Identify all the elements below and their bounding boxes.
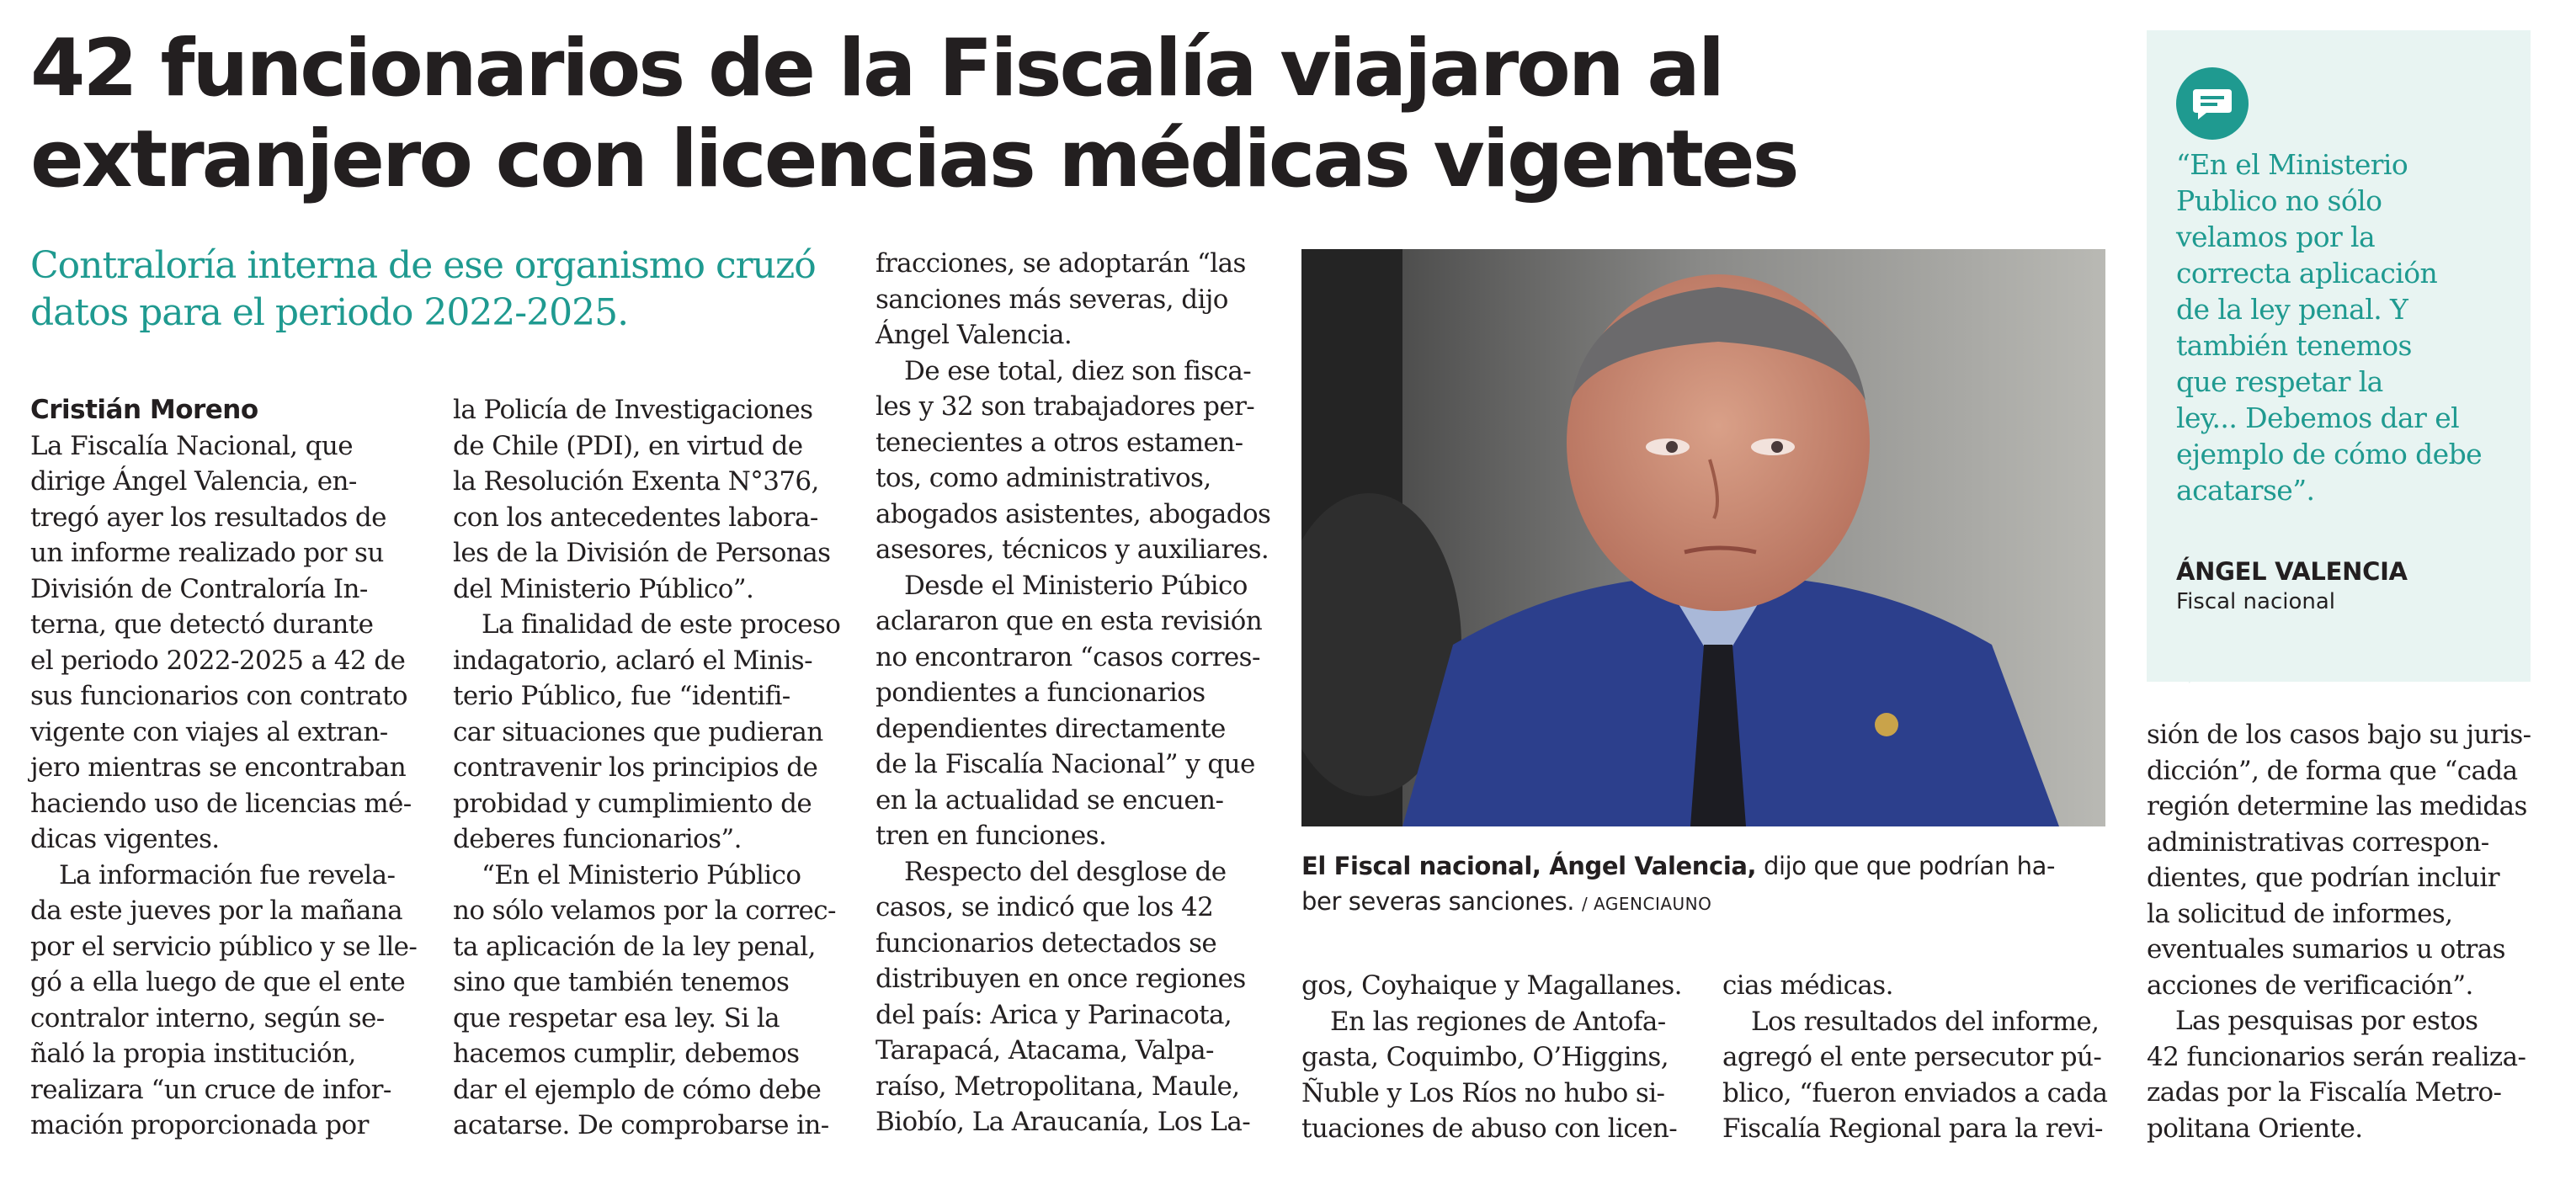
text-line: Ángel Valencia. [876, 320, 1072, 350]
text-line: tenecientes a otros estamen- [876, 427, 1243, 458]
quote-author-name: ÁNGEL VALENCIA [2176, 557, 2408, 586]
text-line: asesores, técnicos y auxiliares. [876, 534, 1269, 565]
quote-line: acatarse”. [2176, 474, 2315, 507]
text-line: con los antecedentes labora- [453, 502, 818, 533]
text-line: sus funcionarios con contrato [30, 681, 407, 711]
caption-text-2: ber severas sanciones. [1301, 887, 1575, 916]
text-line: la solicitud de informes, [2147, 898, 2453, 929]
text-line: la Resolución Exenta N°376, [453, 466, 819, 497]
headline-line-1: 42 funcionarios de la Fiscalía viajaron al [30, 23, 1723, 114]
text-line: abogados asistentes, abogados [876, 498, 1271, 529]
text-line: terio Público, fue “identifi- [453, 681, 790, 711]
deck-line-2: datos para el periodo 2022-2025. [30, 291, 629, 334]
text-line: De ese total, diez son fisca- [904, 355, 1252, 386]
text-line: La finalidad de este proceso [482, 609, 841, 640]
text-line: eventuales sumarios u otras [2147, 934, 2505, 964]
quote-line: ley... Debemos dar el [2176, 401, 2460, 434]
text-line: ta aplicación de la ley penal, [453, 931, 816, 962]
text-line: que respetar esa ley. Si la [453, 1002, 780, 1034]
article-column-2 [453, 392, 849, 1144]
text-line: da este jueves por la mañana [30, 895, 403, 926]
text-line: administrativas correspon- [2147, 826, 2489, 858]
text-line: el periodo 2022-2025 a 42 de [30, 645, 406, 676]
text-line: tren en funciones. [876, 821, 1107, 851]
text-line: la Policía de Investigaciones [453, 395, 813, 425]
text-line: deberes funcionarios”. [453, 824, 742, 854]
caption-bold: El Fiscal nacional, Ángel Valencia, [1301, 852, 1757, 880]
text-line: car situaciones que pudieran [453, 716, 823, 747]
photo-credit: / AGENCIAUNO [1581, 894, 1712, 914]
text-line: del Ministerio Público”. [453, 573, 754, 604]
text-line: La Fiscalía Nacional, que [30, 430, 354, 461]
text-line: de la Fiscalía Nacional” y que [876, 749, 1255, 779]
speech-bubble-icon [2176, 67, 2249, 140]
quote-line: Publico no sólo [2176, 184, 2382, 217]
text-line: funcionarios detectados se [876, 927, 1217, 959]
text-line: División de Contraloría In- [30, 573, 368, 604]
text-line: 42 funcionarios serán realiza- [2147, 1041, 2526, 1072]
text-line: acciones de verificación”. [2147, 970, 2473, 1001]
text-line: dar el ejemplo de cómo debe [453, 1074, 822, 1105]
article-column-4 [1301, 968, 1706, 1147]
quote-line: “En el Ministerio [2176, 148, 2408, 181]
text-line: politana Oriente. [2147, 1113, 2363, 1144]
text-line: Ñuble y Los Ríos no hubo si- [1301, 1077, 1665, 1108]
text-line: probidad y cumplimiento de [453, 788, 812, 819]
quote-text [2176, 146, 2513, 508]
text-line: Fiscalía Regional para la revi- [1722, 1113, 2103, 1144]
text-line: de Chile (PDI), en virtud de [453, 430, 803, 461]
text-line: Las pesquisas por estos [2175, 1006, 2478, 1036]
text-line: tos, como administrativos, [876, 463, 1211, 493]
portrait-illustration [1301, 249, 2105, 826]
text-line: dicas vigentes. [30, 824, 220, 854]
byline: Cristián Moreno [30, 395, 258, 425]
text-line: del país: Arica y Parinacota, [876, 999, 1232, 1030]
text-line: Respecto del desglose de [904, 856, 1227, 887]
deck-line-1: Contraloría interna de ese organismo cruzó [30, 244, 816, 287]
text-line: acatarse. De comprobarse in- [453, 1110, 829, 1140]
article-column-6 [2147, 717, 2551, 1146]
text-line: dependientes directamente [876, 713, 1226, 744]
text-line: sión de los casos bajo su juris- [2147, 720, 2531, 750]
quote-line: velamos por la [2176, 221, 2376, 253]
text-line: contralor interno, según se- [30, 1002, 385, 1034]
quote-line: ejemplo de cómo debe [2176, 438, 2483, 470]
article-column-5 [1722, 968, 2126, 1147]
text-line: sanciones más severas, dijo [876, 284, 1228, 315]
text-line: no encontraron “casos corres- [876, 641, 1260, 672]
text-line: zadas por la Fiscalía Metro- [2147, 1077, 2502, 1108]
text-line: sino que también tenemos [453, 967, 790, 997]
text-line: hacemos cumplir, debemos [453, 1039, 800, 1069]
text-line: Biobío, La Araucanía, Los La- [876, 1107, 1251, 1137]
text-line: dientes, que podrían incluir [2147, 863, 2499, 893]
text-line: casos, se indicó que los 42 [876, 892, 1214, 922]
article-column-3 [876, 246, 1280, 1140]
text-line: dicción”, de forma que “cada [2147, 755, 2518, 786]
text-line: ñaló la propia institución, [30, 1039, 356, 1069]
quote-author-role: Fiscal nacional [2176, 589, 2336, 614]
text-line: un informe realizado por su [30, 538, 384, 568]
text-line: tuaciones de abuso con licen- [1301, 1113, 1678, 1144]
text-line: “En el Ministerio Público [482, 859, 801, 890]
text-line: les y 32 son trabajadores per- [876, 391, 1255, 422]
text-line: pondientes a funcionarios [876, 678, 1206, 708]
quote-line: correcta aplicación [2176, 257, 2438, 290]
quote-line: también tenemos [2176, 329, 2412, 362]
text-line: contravenir los principios de [453, 752, 818, 783]
text-line: Los resultados del informe, [1751, 1006, 2100, 1037]
text-line: En las regiones de Antofa- [1330, 1006, 1666, 1037]
text-line: fracciones, se adoptarán “las [876, 248, 1246, 279]
text-line: les de la División de Personas [453, 538, 831, 568]
text-line: gos, Coyhaique y Magallanes. [1301, 970, 1682, 1001]
text-line: jero mientras se encontraban [30, 752, 407, 783]
headline [30, 24, 2152, 205]
text-line: cias médicas. [1722, 970, 1893, 1001]
text-line: agregó el ente persecutor pú- [1722, 1042, 2102, 1072]
deck-subtitle [30, 242, 855, 337]
text-line: blico, “fueron enviados a cada [1722, 1077, 2108, 1108]
text-line: dirige Ángel Valencia, en- [30, 466, 357, 497]
text-line: Desde el Ministerio Púbico [904, 570, 1248, 601]
quote-box-tail [2189, 648, 2233, 683]
text-line: haciendo uso de licencias mé- [30, 788, 412, 819]
caption-text: dijo que que podrían ha- [1756, 852, 2056, 880]
photo-angel-valencia [1301, 249, 2105, 826]
text-line: región determine las medidas [2147, 791, 2527, 821]
text-line: realizara “un cruce de infor- [30, 1074, 391, 1105]
quote-line: que respetar la [2176, 365, 2383, 398]
text-line: terna, que detectó durante [30, 609, 374, 640]
text-line: tregó ayer los resultados de [30, 502, 386, 533]
text-line: por el servicio público y se lle- [30, 931, 418, 962]
text-line: gó a ella luego de que el ente [30, 967, 406, 997]
text-line: raíso, Metropolitana, Maule, [876, 1071, 1240, 1102]
text-line: no sólo velamos por la correc- [453, 895, 836, 926]
text-line: Tarapacá, Atacama, Valpa- [876, 1035, 1214, 1065]
text-line: gasta, Coquimbo, O’Higgins, [1301, 1042, 1669, 1072]
text-line: vigente con viajes al extran- [30, 716, 388, 747]
text-line: en la actualidad se encuen- [876, 784, 1224, 816]
text-line: mación proporcionada por [30, 1110, 369, 1140]
article-column-1 [30, 392, 426, 1144]
text-line: indagatorio, aclaró el Minis- [453, 645, 812, 676]
text-line: distribuyen en once regiones [876, 964, 1246, 994]
headline-line-2: extranjero con licencias médicas vigentes [30, 114, 1797, 205]
photo-caption [1301, 848, 2110, 922]
text-line: aclararon que en esta revisión [876, 606, 1263, 636]
text-line: La información fue revela- [59, 859, 396, 890]
quote-line: de la ley penal. Y [2176, 293, 2408, 326]
